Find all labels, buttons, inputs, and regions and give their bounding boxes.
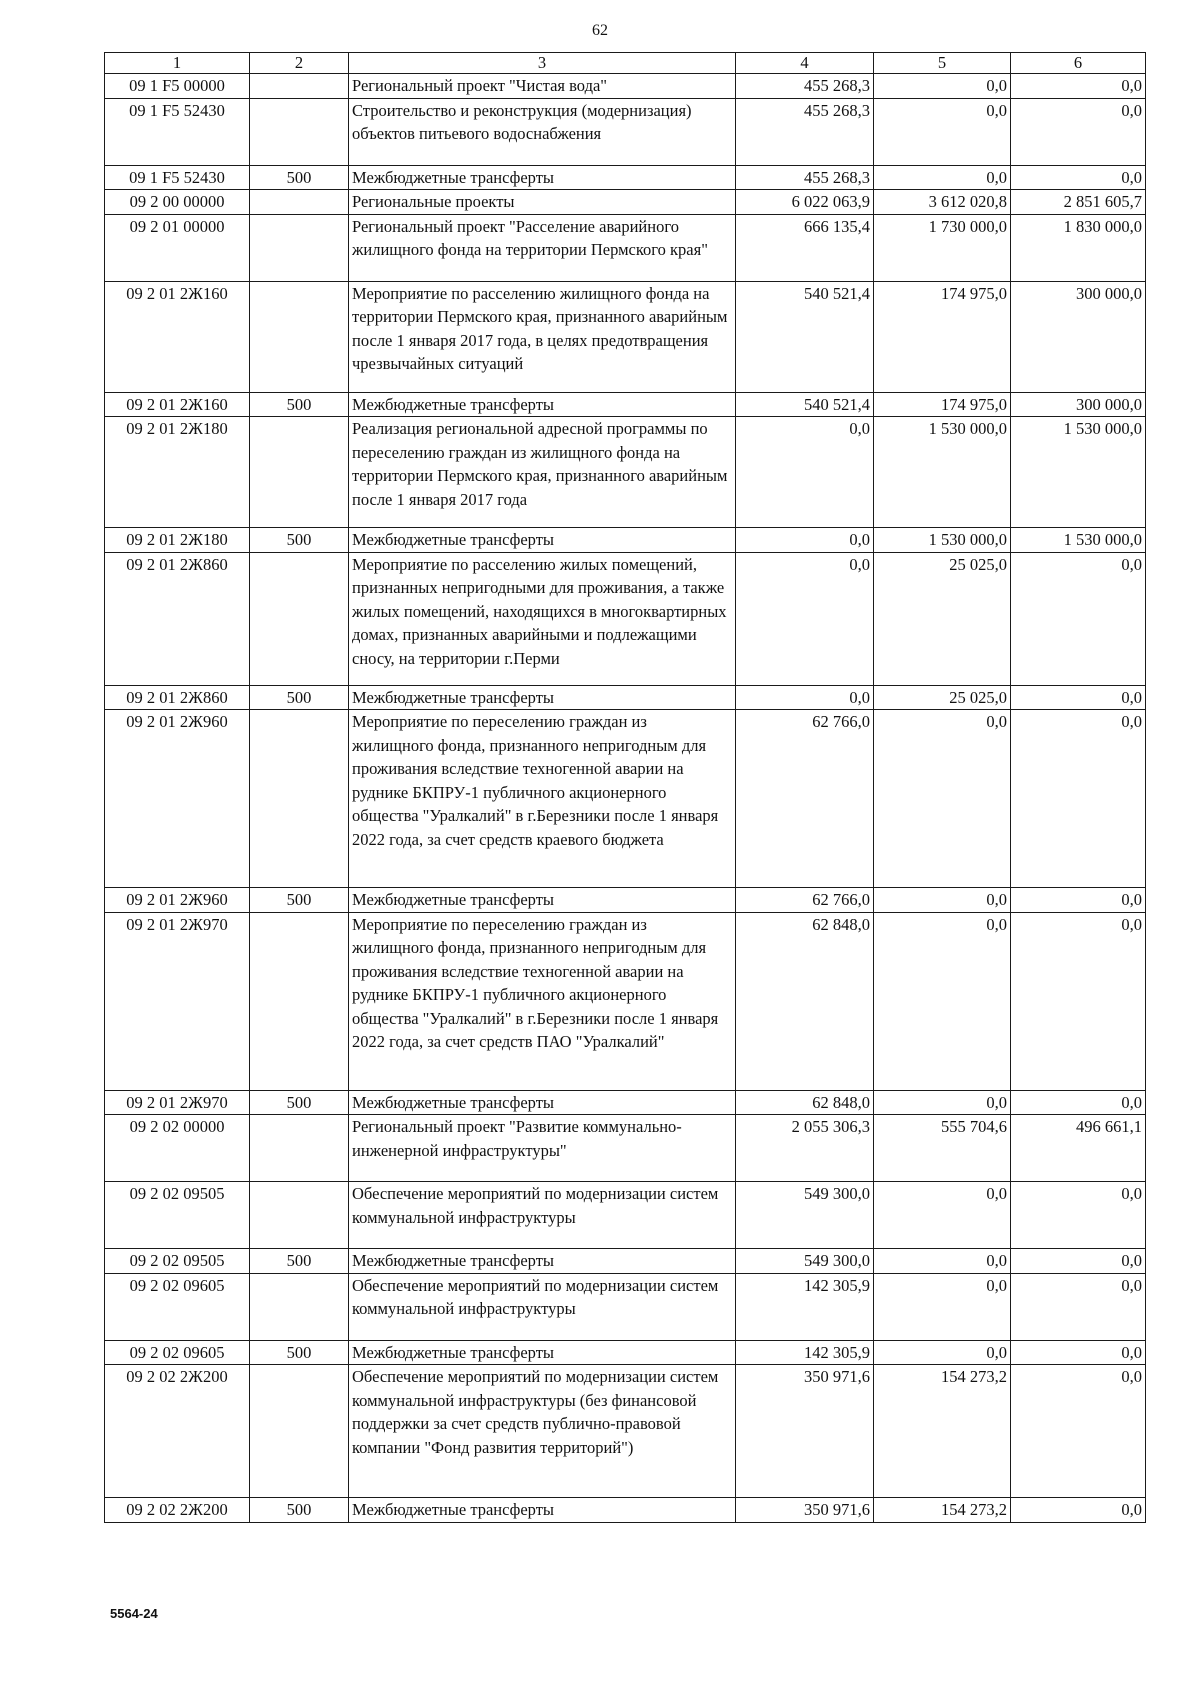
cell-expense-type: 500 (250, 528, 349, 553)
cell-value-year3: 0,0 (1011, 74, 1146, 99)
cell-value-year3: 0,0 (1011, 1340, 1146, 1365)
cell-value-year1: 350 971,6 (736, 1365, 874, 1498)
cell-name: Обеспечение мероприятий по модернизации систем коммунальной инфраструктуры (без финансовой поддержки за счет средств публично-правовой компании "Фонд развития территорий") (349, 1365, 736, 1498)
document-code: 5564-24 (110, 1606, 158, 1621)
cell-name: Мероприятие по переселению граждан из жилищного фонда, признанного непригодным для проживания вследствие техногенной аварии на руднике БКПРУ-1 публичного акционерного общества "Уралкалий" в г.Березники после 1 января 2022 года, за счет средств ПАО "Уралкалий" (349, 912, 736, 1090)
cell-value-year2: 25 025,0 (874, 685, 1011, 710)
cell-expense-type (250, 281, 349, 392)
header-row (105, 53, 1146, 74)
table-row (105, 1090, 1146, 1115)
cell-name: Региональный проект "Чистая вода" (349, 74, 736, 99)
cell-value-year3: 0,0 (1011, 1365, 1146, 1498)
cell-expense-type (250, 98, 349, 165)
cell-value-year2: 0,0 (874, 888, 1011, 913)
cell-value-year3: 1 530 000,0 (1011, 417, 1146, 528)
cell-value-year2: 0,0 (874, 98, 1011, 165)
cell-value-year1: 142 305,9 (736, 1340, 874, 1365)
cell-name: Обеспечение мероприятий по модернизации систем коммунальной инфраструктуры (349, 1182, 736, 1249)
table-row (105, 190, 1146, 215)
cell-value-year2: 0,0 (874, 74, 1011, 99)
cell-value-year1: 142 305,9 (736, 1273, 874, 1340)
cell-code: 09 2 01 2Ж970 (105, 912, 250, 1090)
table-row (105, 528, 1146, 553)
cell-expense-type (250, 1182, 349, 1249)
cell-name: Межбюджетные трансферты (349, 1090, 736, 1115)
cell-expense-type (250, 1365, 349, 1498)
cell-code: 09 2 02 09605 (105, 1340, 250, 1365)
cell-value-year2: 0,0 (874, 1182, 1011, 1249)
cell-value-year2: 0,0 (874, 912, 1011, 1090)
cell-code: 09 1 F5 52430 (105, 165, 250, 190)
cell-expense-type (250, 552, 349, 685)
cell-value-year1: 540 521,4 (736, 281, 874, 392)
budget-table-container (104, 52, 1145, 1523)
cell-code: 09 2 01 2Ж970 (105, 1090, 250, 1115)
cell-expense-type (250, 1273, 349, 1340)
table-row (105, 888, 1146, 913)
cell-value-year1: 549 300,0 (736, 1182, 874, 1249)
cell-value-year2: 154 273,2 (874, 1365, 1011, 1498)
table-row (105, 1498, 1146, 1523)
header-col-1: 1 (105, 53, 250, 74)
cell-value-year3: 0,0 (1011, 1498, 1146, 1523)
cell-name: Межбюджетные трансферты (349, 888, 736, 913)
cell-value-year3: 2 851 605,7 (1011, 190, 1146, 215)
cell-name: Межбюджетные трансферты (349, 165, 736, 190)
cell-value-year3: 0,0 (1011, 1249, 1146, 1274)
cell-name: Мероприятие по расселению жилищного фонда на территории Пермского края, признанного аварийным после 1 января 2017 года, в целях предотвращения чрезвычайных ситуаций (349, 281, 736, 392)
header-col-6: 6 (1011, 53, 1146, 74)
cell-value-year1: 62 766,0 (736, 710, 874, 888)
cell-value-year2: 0,0 (874, 165, 1011, 190)
cell-value-year2: 25 025,0 (874, 552, 1011, 685)
cell-value-year1: 0,0 (736, 417, 874, 528)
cell-expense-type: 500 (250, 1249, 349, 1274)
cell-expense-type: 500 (250, 685, 349, 710)
cell-name: Межбюджетные трансферты (349, 392, 736, 417)
cell-name: Обеспечение мероприятий по модернизации систем коммунальной инфраструктуры (349, 1273, 736, 1340)
cell-value-year1: 6 022 063,9 (736, 190, 874, 215)
cell-value-year1: 455 268,3 (736, 165, 874, 190)
cell-expense-type (250, 912, 349, 1090)
cell-code: 09 2 01 2Ж960 (105, 888, 250, 913)
cell-value-year3: 0,0 (1011, 710, 1146, 888)
cell-value-year3: 0,0 (1011, 98, 1146, 165)
cell-value-year2: 0,0 (874, 1249, 1011, 1274)
table-row (105, 392, 1146, 417)
cell-name: Региональный проект "Расселение аварийного жилищного фонда на территории Пермского края" (349, 214, 736, 281)
cell-code: 09 2 01 2Ж180 (105, 417, 250, 528)
cell-value-year2: 0,0 (874, 1273, 1011, 1340)
cell-value-year3: 0,0 (1011, 685, 1146, 710)
table-row (105, 281, 1146, 392)
cell-value-year3: 300 000,0 (1011, 281, 1146, 392)
cell-value-year2: 174 975,0 (874, 392, 1011, 417)
cell-code: 09 2 01 2Ж960 (105, 710, 250, 888)
cell-value-year2: 0,0 (874, 1340, 1011, 1365)
table-row (105, 912, 1146, 1090)
cell-value-year1: 549 300,0 (736, 1249, 874, 1274)
cell-code: 09 1 F5 52430 (105, 98, 250, 165)
table-row (105, 98, 1146, 165)
cell-code: 09 2 01 2Ж860 (105, 685, 250, 710)
cell-expense-type: 500 (250, 1340, 349, 1365)
cell-value-year3: 1 830 000,0 (1011, 214, 1146, 281)
cell-value-year2: 3 612 020,8 (874, 190, 1011, 215)
header-col-4: 4 (736, 53, 874, 74)
cell-value-year3: 0,0 (1011, 552, 1146, 685)
cell-value-year1: 2 055 306,3 (736, 1115, 874, 1182)
cell-name: Межбюджетные трансферты (349, 1340, 736, 1365)
cell-name: Мероприятие по переселению граждан из жилищного фонда, признанного непригодным для проживания вследствие техногенной аварии на руднике БКПРУ-1 публичного акционерного общества "Уралкалий" в г.Березники после 1 января 2022 года, за счет средств краевого бюджета (349, 710, 736, 888)
table-row (105, 685, 1146, 710)
cell-value-year2: 1 730 000,0 (874, 214, 1011, 281)
cell-expense-type (250, 417, 349, 528)
table-body (105, 74, 1146, 1523)
cell-value-year3: 1 530 000,0 (1011, 528, 1146, 553)
cell-value-year2: 154 273,2 (874, 1498, 1011, 1523)
cell-code: 09 2 02 00000 (105, 1115, 250, 1182)
cell-value-year2: 555 704,6 (874, 1115, 1011, 1182)
cell-name: Реализация региональной адресной программы по переселению граждан из жилищного фонда на территории Пермского края, признанного аварийным после 1 января 2017 года (349, 417, 736, 528)
header-col-5: 5 (874, 53, 1011, 74)
table-row (105, 1365, 1146, 1498)
table-row (105, 74, 1146, 99)
cell-name: Межбюджетные трансферты (349, 685, 736, 710)
budget-table (104, 52, 1146, 1523)
cell-value-year3: 0,0 (1011, 912, 1146, 1090)
cell-code: 09 2 02 2Ж200 (105, 1365, 250, 1498)
cell-expense-type (250, 710, 349, 888)
cell-name: Региональные проекты (349, 190, 736, 215)
cell-code: 09 2 01 2Ж180 (105, 528, 250, 553)
cell-name: Межбюджетные трансферты (349, 528, 736, 553)
cell-name: Мероприятие по расселению жилых помещений, признанных непригодными для проживания, а также жилых помещений, находящихся в многоквартирных домах, признанных аварийными и подлежащими сносу, на территории г.Перми (349, 552, 736, 685)
table-row (105, 1340, 1146, 1365)
cell-value-year2: 0,0 (874, 710, 1011, 888)
cell-value-year2: 1 530 000,0 (874, 528, 1011, 553)
cell-expense-type (250, 1115, 349, 1182)
cell-expense-type (250, 214, 349, 281)
table-row (105, 1273, 1146, 1340)
cell-name: Строительство и реконструкция (модернизация) объектов питьевого водоснабжения (349, 98, 736, 165)
cell-expense-type: 500 (250, 888, 349, 913)
table-row (105, 1182, 1146, 1249)
table-row (105, 165, 1146, 190)
cell-code: 09 2 01 2Ж160 (105, 392, 250, 417)
header-col-2: 2 (250, 53, 349, 74)
cell-value-year1: 0,0 (736, 685, 874, 710)
cell-expense-type: 500 (250, 165, 349, 190)
cell-code: 09 2 02 09605 (105, 1273, 250, 1340)
cell-code: 09 2 01 00000 (105, 214, 250, 281)
table-row (105, 552, 1146, 685)
cell-value-year1: 540 521,4 (736, 392, 874, 417)
cell-value-year1: 455 268,3 (736, 74, 874, 99)
cell-value-year3: 0,0 (1011, 1273, 1146, 1340)
cell-expense-type (250, 74, 349, 99)
cell-expense-type: 500 (250, 1090, 349, 1115)
cell-value-year1: 0,0 (736, 552, 874, 685)
cell-value-year2: 0,0 (874, 1090, 1011, 1115)
cell-value-year1: 62 766,0 (736, 888, 874, 913)
cell-code: 09 1 F5 00000 (105, 74, 250, 99)
cell-value-year1: 62 848,0 (736, 912, 874, 1090)
cell-value-year3: 0,0 (1011, 165, 1146, 190)
table-row (105, 710, 1146, 888)
table-row (105, 1115, 1146, 1182)
cell-value-year1: 0,0 (736, 528, 874, 553)
cell-code: 09 2 01 2Ж860 (105, 552, 250, 685)
cell-code: 09 2 01 2Ж160 (105, 281, 250, 392)
cell-code: 09 2 02 09505 (105, 1249, 250, 1274)
cell-expense-type: 500 (250, 392, 349, 417)
cell-value-year3: 0,0 (1011, 1090, 1146, 1115)
cell-expense-type: 500 (250, 1498, 349, 1523)
cell-value-year1: 62 848,0 (736, 1090, 874, 1115)
cell-value-year2: 1 530 000,0 (874, 417, 1011, 528)
cell-value-year2: 174 975,0 (874, 281, 1011, 392)
cell-name: Региональный проект "Развитие коммунально-инженерной инфраструктуры" (349, 1115, 736, 1182)
cell-value-year3: 0,0 (1011, 1182, 1146, 1249)
table-row (105, 214, 1146, 281)
cell-value-year1: 666 135,4 (736, 214, 874, 281)
cell-expense-type (250, 190, 349, 215)
header-col-3: 3 (349, 53, 736, 74)
table-row (105, 1249, 1146, 1274)
table-row (105, 417, 1146, 528)
cell-value-year3: 0,0 (1011, 888, 1146, 913)
cell-value-year3: 496 661,1 (1011, 1115, 1146, 1182)
cell-name: Межбюджетные трансферты (349, 1249, 736, 1274)
cell-code: 09 2 00 00000 (105, 190, 250, 215)
cell-code: 09 2 02 2Ж200 (105, 1498, 250, 1523)
cell-code: 09 2 02 09505 (105, 1182, 250, 1249)
cell-value-year3: 300 000,0 (1011, 392, 1146, 417)
cell-value-year1: 455 268,3 (736, 98, 874, 165)
cell-value-year1: 350 971,6 (736, 1498, 874, 1523)
cell-name: Межбюджетные трансферты (349, 1498, 736, 1523)
page-number: 62 (592, 22, 608, 39)
